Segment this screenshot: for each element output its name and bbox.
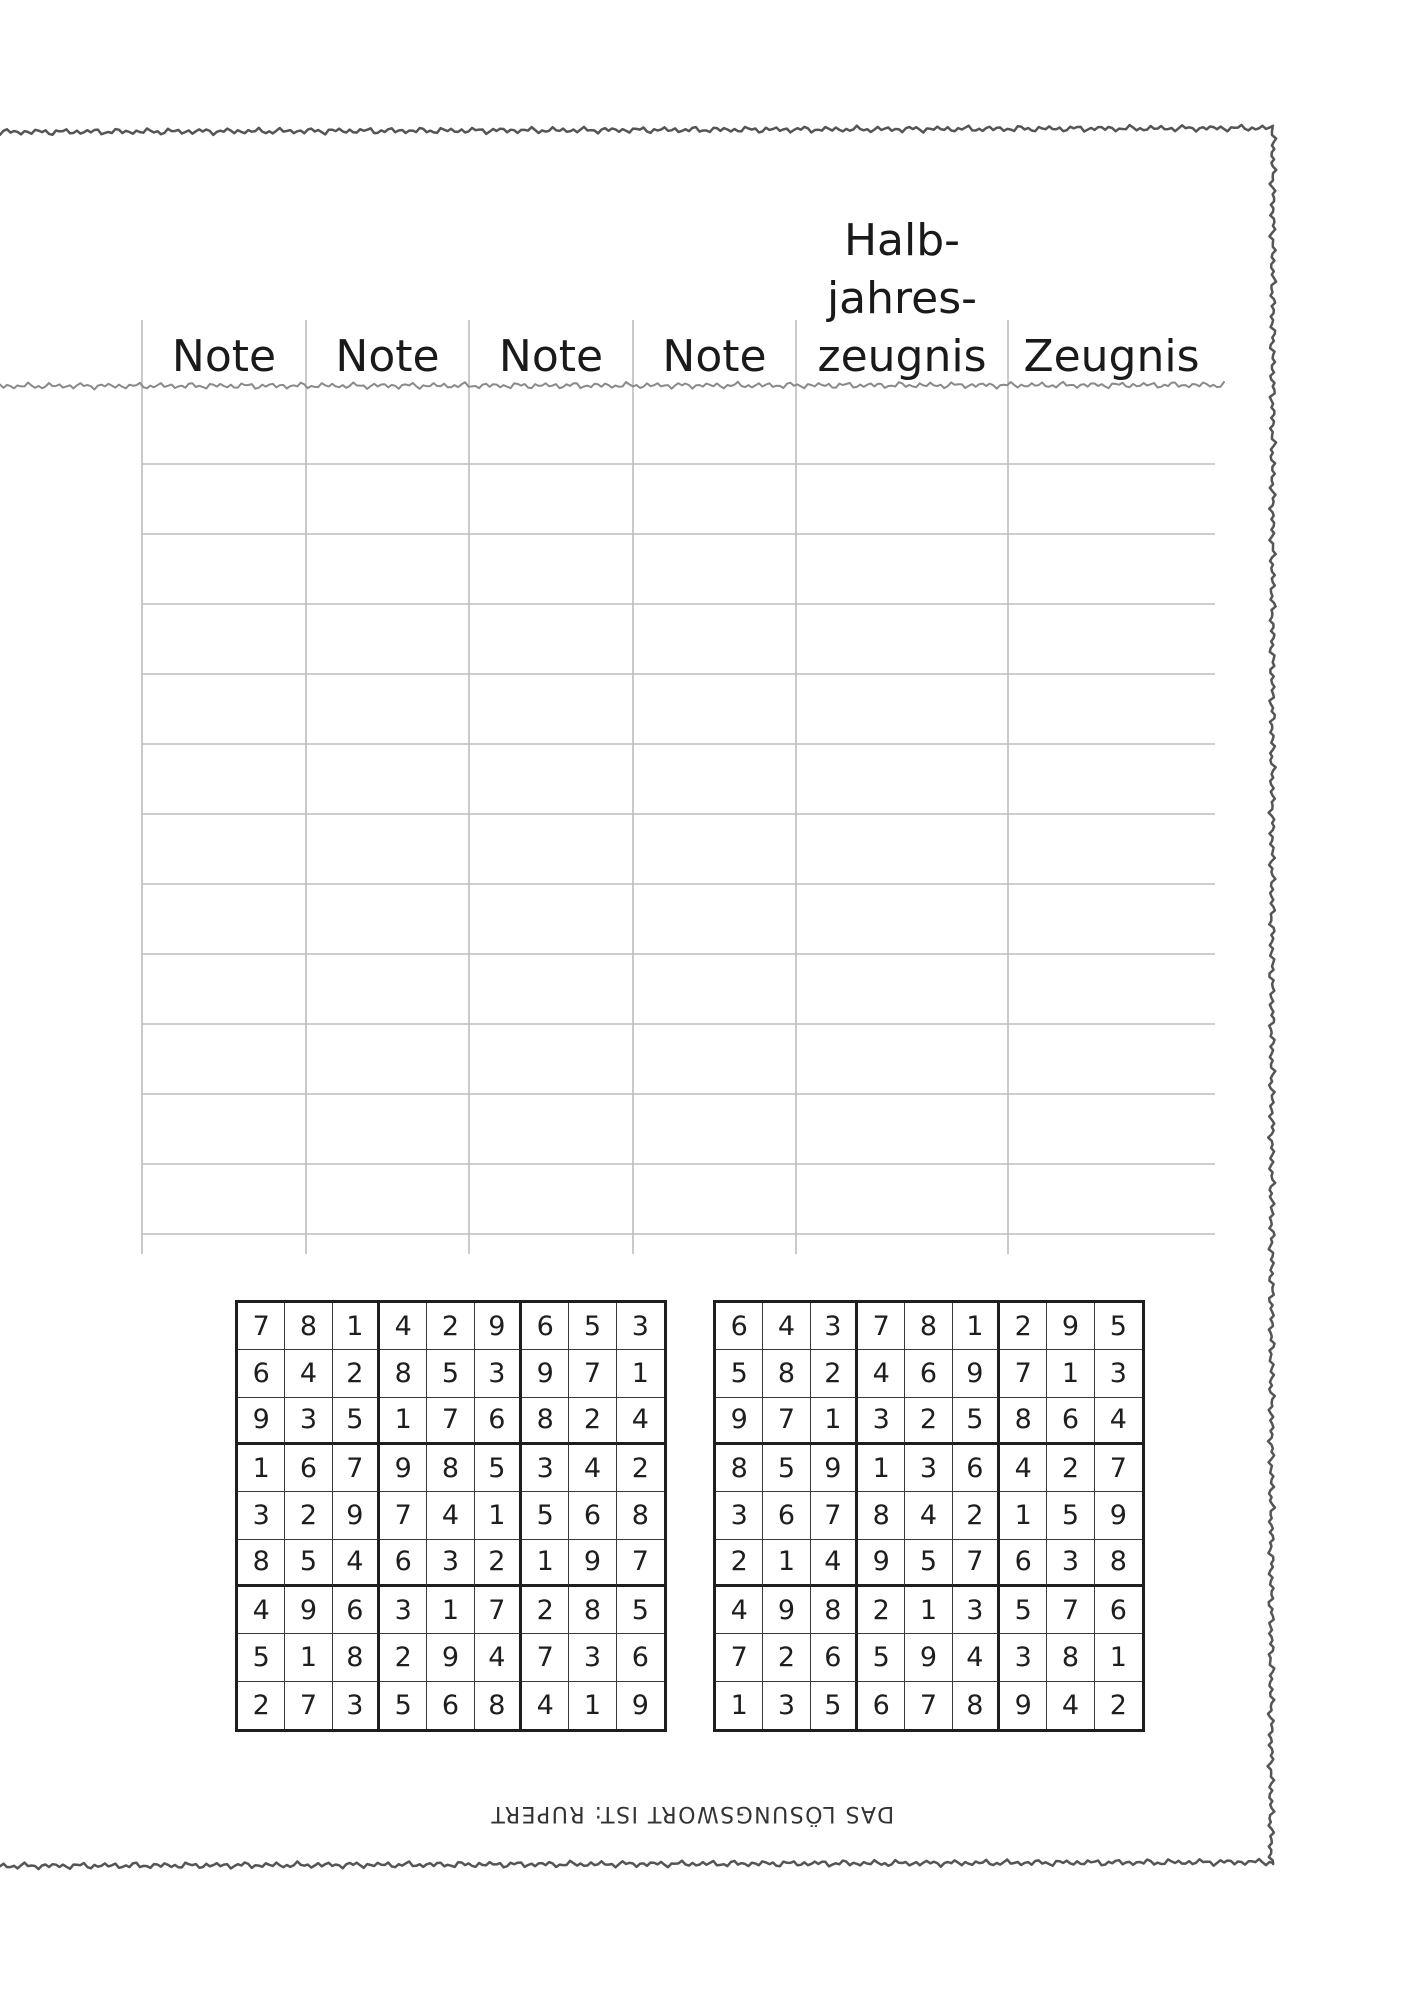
sudoku-cell: 5 <box>1095 1303 1142 1350</box>
column-header-label: Note <box>662 331 767 382</box>
sudoku-cell: 5 <box>1000 1587 1047 1634</box>
grade-table-lines <box>142 320 1215 1254</box>
sudoku-cell: 8 <box>716 1445 763 1492</box>
sudoku-cell: 1 <box>617 1350 664 1397</box>
sudoku-cell: 9 <box>1047 1303 1094 1350</box>
sudoku-cell: 3 <box>427 1540 474 1587</box>
sudoku-cell: 9 <box>285 1587 332 1634</box>
sudoku-cell: 6 <box>763 1492 810 1539</box>
sudoku-cell: 8 <box>522 1398 569 1445</box>
sudoku-cell: 1 <box>1000 1492 1047 1539</box>
sudoku-cell: 7 <box>858 1303 905 1350</box>
sudoku-cell: 1 <box>1095 1634 1142 1681</box>
sudoku-cell: 8 <box>380 1350 427 1397</box>
sudoku-cell: 7 <box>380 1492 427 1539</box>
sudoku-cell: 9 <box>380 1445 427 1492</box>
sudoku-cell: 8 <box>763 1350 810 1397</box>
sudoku-cell: 4 <box>380 1303 427 1350</box>
sudoku-cell: 8 <box>858 1492 905 1539</box>
sudoku-cell: 5 <box>333 1398 380 1445</box>
sudoku-cell: 7 <box>617 1540 664 1587</box>
sudoku-cell: 5 <box>380 1682 427 1729</box>
column-header-label: Note <box>171 331 277 382</box>
sudoku-cell: 1 <box>285 1634 332 1681</box>
sudoku-cell: 9 <box>522 1350 569 1397</box>
sudoku-cell: 5 <box>617 1587 664 1634</box>
column-header-note-2 <box>306 196 469 386</box>
sudoku-cell: 6 <box>1000 1540 1047 1587</box>
sudoku-cell: 8 <box>238 1540 285 1587</box>
sudoku-cell: 1 <box>427 1587 474 1634</box>
sudoku-cell: 1 <box>763 1540 810 1587</box>
sudoku-cell: 7 <box>522 1634 569 1681</box>
sudoku-cell: 4 <box>905 1492 952 1539</box>
sudoku-cell: 3 <box>1000 1634 1047 1681</box>
sudoku-cell: 6 <box>953 1445 1000 1492</box>
sudoku-cell: 5 <box>475 1445 522 1492</box>
sudoku-cell: 7 <box>238 1303 285 1350</box>
sudoku-cell: 9 <box>905 1634 952 1681</box>
sudoku-cell: 8 <box>475 1682 522 1729</box>
sudoku-cell: 6 <box>1095 1587 1142 1634</box>
sudoku-cell: 6 <box>716 1303 763 1350</box>
column-header-label-line-3: zeugnis <box>817 331 987 382</box>
sudoku-cell: 2 <box>1000 1303 1047 1350</box>
sudoku-cell: 5 <box>427 1350 474 1397</box>
sudoku-cell: 7 <box>285 1682 332 1729</box>
sudoku-cell: 9 <box>333 1492 380 1539</box>
column-header-label: Zeugnis <box>1023 331 1200 382</box>
sudoku-cell: 3 <box>238 1492 285 1539</box>
sudoku-cell: 3 <box>522 1445 569 1492</box>
sudoku-cell: 4 <box>1047 1682 1094 1729</box>
sudoku-cell: 9 <box>1095 1492 1142 1539</box>
sudoku-cell: 3 <box>617 1303 664 1350</box>
sudoku-cell: 5 <box>858 1634 905 1681</box>
sudoku-cell: 8 <box>1000 1398 1047 1445</box>
sudoku-cell: 2 <box>763 1634 810 1681</box>
sudoku-cell: 8 <box>905 1303 952 1350</box>
sudoku-cell: 9 <box>953 1350 1000 1397</box>
sudoku-cell: 9 <box>811 1445 858 1492</box>
sudoku-cell: 8 <box>811 1587 858 1634</box>
sudoku-cell: 7 <box>427 1398 474 1445</box>
sudoku-cell: 3 <box>1047 1540 1094 1587</box>
sudoku-cell: 3 <box>569 1634 616 1681</box>
sudoku-cell: 2 <box>522 1587 569 1634</box>
sudoku-cell: 6 <box>285 1445 332 1492</box>
sudoku-cell: 7 <box>1000 1350 1047 1397</box>
sudoku-cell: 8 <box>427 1445 474 1492</box>
sudoku-cell: 1 <box>238 1445 285 1492</box>
sudoku-cell: 8 <box>1095 1540 1142 1587</box>
sudoku-cell: 5 <box>238 1634 285 1681</box>
column-header-halbjahreszeugnis <box>796 196 1008 386</box>
sudoku-cell: 2 <box>238 1682 285 1729</box>
column-header-label: Note <box>335 331 440 382</box>
sudoku-cell: 1 <box>333 1303 380 1350</box>
sudoku-cell: 9 <box>569 1540 616 1587</box>
sudoku-cell: 1 <box>953 1303 1000 1350</box>
sudoku-cell: 4 <box>238 1587 285 1634</box>
frame-top-border <box>0 125 1273 135</box>
sudoku-cell: 5 <box>763 1445 810 1492</box>
column-header-note-1 <box>142 196 306 386</box>
sudoku-cell: 7 <box>569 1350 616 1397</box>
sudoku-cell: 6 <box>1047 1398 1094 1445</box>
sudoku-cell: 1 <box>569 1682 616 1729</box>
sudoku-cell: 3 <box>380 1587 427 1634</box>
sudoku-cell: 6 <box>427 1682 474 1729</box>
sudoku-cell: 9 <box>427 1634 474 1681</box>
frame-right-border <box>1268 128 1277 1864</box>
sudoku-cell: 8 <box>569 1587 616 1634</box>
sudoku-cell: 2 <box>953 1492 1000 1539</box>
sudoku-cell: 7 <box>1047 1587 1094 1634</box>
sudoku-cell: 2 <box>811 1350 858 1397</box>
sudoku-cell: 7 <box>333 1445 380 1492</box>
sudoku-cell: 2 <box>333 1350 380 1397</box>
sudoku-cell: 6 <box>858 1682 905 1729</box>
sudoku-cell: 6 <box>333 1587 380 1634</box>
sudoku-cell: 2 <box>475 1540 522 1587</box>
sudoku-cell: 5 <box>569 1303 616 1350</box>
sudoku-cell: 7 <box>1095 1445 1142 1492</box>
sudoku-cell: 7 <box>905 1682 952 1729</box>
sudoku-cell: 4 <box>1095 1398 1142 1445</box>
sudoku-cell: 7 <box>811 1492 858 1539</box>
sudoku-cell: 9 <box>1000 1682 1047 1729</box>
sudoku-cell: 1 <box>905 1587 952 1634</box>
sudoku-cell: 4 <box>858 1350 905 1397</box>
column-header-note-3 <box>469 196 633 386</box>
sudoku-cell: 4 <box>285 1350 332 1397</box>
sudoku-solution-grid-2 <box>713 1300 1145 1732</box>
sudoku-cell: 2 <box>716 1540 763 1587</box>
sudoku-cell: 9 <box>858 1540 905 1587</box>
sudoku-cell: 8 <box>333 1634 380 1681</box>
sudoku-cell: 2 <box>1109 1689 1127 1721</box>
sudoku-cell: 4 <box>427 1492 474 1539</box>
column-header-label-line-1: Halb- <box>843 215 961 266</box>
sudoku-cell: 6 <box>569 1492 616 1539</box>
sudoku-cell: 6 <box>238 1350 285 1397</box>
sudoku-cell: 7 <box>716 1634 763 1681</box>
sudoku-cell: 4 <box>333 1540 380 1587</box>
sudoku-cell: 3 <box>763 1682 810 1729</box>
column-header-label-line-2: jahres- <box>826 273 978 324</box>
sudoku-cell: 1 <box>522 1540 569 1587</box>
sudoku-cell: 3 <box>1095 1350 1142 1397</box>
sudoku-cell: 4 <box>953 1634 1000 1681</box>
sudoku-cell: 5 <box>953 1398 1000 1445</box>
sudoku-cell: 4 <box>475 1634 522 1681</box>
sudoku-cell: 5 <box>716 1350 763 1397</box>
sudoku-cell: 1 <box>475 1492 522 1539</box>
sudoku-cell: 9 <box>716 1398 763 1445</box>
sudoku-cell: 3 <box>285 1398 332 1445</box>
solution-word-text: DAS LÖSUNGSWORT IST: RUPERT <box>489 1801 895 1826</box>
sudoku-cell: 1 <box>811 1398 858 1445</box>
sudoku-cell: 4 <box>811 1540 858 1587</box>
sudoku-cell: 6 <box>617 1634 664 1681</box>
sudoku-cell: 2 <box>285 1492 332 1539</box>
column-header-zeugnis <box>1008 196 1215 386</box>
sudoku-cell: 6 <box>380 1540 427 1587</box>
sudoku-cell: 3 <box>858 1398 905 1445</box>
sudoku-cell: 8 <box>617 1492 664 1539</box>
sudoku-cell: 3 <box>333 1682 380 1729</box>
sudoku-cell: 9 <box>238 1398 285 1445</box>
sudoku-cell: 9 <box>475 1303 522 1350</box>
sudoku-cell: 3 <box>953 1587 1000 1634</box>
sudoku-cell: 7 <box>475 1587 522 1634</box>
sudoku-cell: 5 <box>905 1540 952 1587</box>
sudoku-cell: 8 <box>1047 1634 1094 1681</box>
sudoku-cell: 7 <box>953 1540 1000 1587</box>
sudoku-cell: 8 <box>285 1303 332 1350</box>
sudoku-solution-grid-1 <box>235 1300 667 1732</box>
sudoku-cell: 6 <box>905 1350 952 1397</box>
sudoku-cell: 4 <box>716 1587 763 1634</box>
column-header-note-4 <box>633 196 796 386</box>
sudoku-cell: 6 <box>522 1303 569 1350</box>
column-header-label: Note <box>498 331 604 382</box>
sudoku-cell: 6 <box>811 1634 858 1681</box>
sudoku-cell: 1 <box>380 1398 427 1445</box>
sudoku-cell: 3 <box>716 1492 763 1539</box>
sudoku-cell: 2 <box>905 1398 952 1445</box>
sudoku-cell: 4 <box>763 1303 810 1350</box>
sudoku-cell: 4 <box>569 1445 616 1492</box>
sudoku-cell: 8 <box>953 1682 1000 1729</box>
sudoku-cell: 4 <box>1000 1445 1047 1492</box>
sudoku-cell: 2 <box>569 1398 616 1445</box>
sudoku-cell: 1 <box>1047 1350 1094 1397</box>
sudoku-cell: 3 <box>905 1445 952 1492</box>
frame-bottom-border <box>0 1859 1273 1869</box>
sudoku-cell: 3 <box>475 1350 522 1397</box>
sudoku-cell: 1 <box>858 1445 905 1492</box>
sudoku-cell: 5 <box>522 1492 569 1539</box>
sudoku-cell: 2 <box>427 1303 474 1350</box>
sudoku-cell: 9 <box>763 1587 810 1634</box>
sudoku-cell: 4 <box>522 1682 569 1729</box>
sudoku-cell: 2 <box>1047 1445 1094 1492</box>
sudoku-cell: 5 <box>1047 1492 1094 1539</box>
sudoku-cell: 2 <box>380 1634 427 1681</box>
sudoku-cell: 2 <box>858 1587 905 1634</box>
sudoku-cell: 6 <box>475 1398 522 1445</box>
sudoku-cell: 7 <box>763 1398 810 1445</box>
sudoku-cell: 4 <box>617 1398 664 1445</box>
sudoku-cell: 3 <box>811 1303 858 1350</box>
sudoku-cell: 5 <box>811 1682 858 1729</box>
sudoku-cell: 9 <box>631 1689 649 1721</box>
sudoku-cell: 2 <box>617 1445 664 1492</box>
sudoku-cell: 1 <box>716 1682 763 1729</box>
sudoku-cell: 5 <box>285 1540 332 1587</box>
